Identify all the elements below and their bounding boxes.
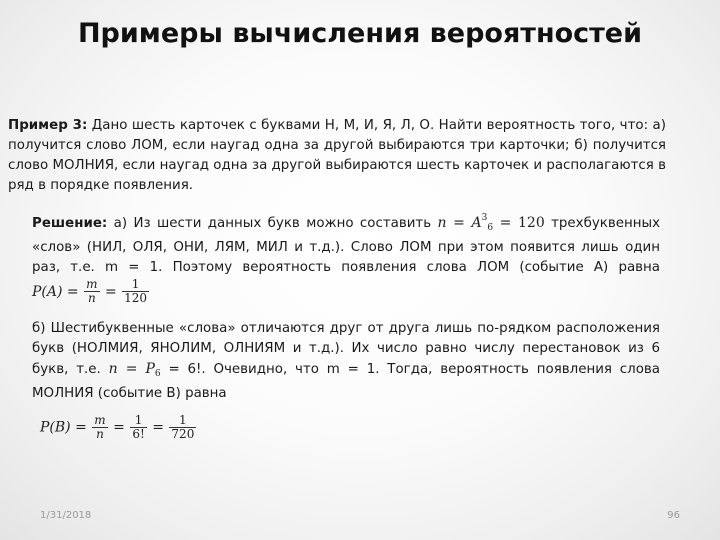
formula-arrangements: $n = A^3_6 = 120$	[437, 213, 545, 233]
page-number: 96	[667, 510, 680, 521]
solution-b-text-2: = 6!. Очевидно, что m = 1. Тогда, вероятность появления слова МОЛНИЯ (событие В) равна	[32, 362, 661, 401]
formula-permutations: $n = P_6$	[108, 361, 161, 379]
example-label: Пример 3:	[8, 118, 88, 133]
example-paragraph	[8, 116, 666, 196]
solution-a-text-2: трехбуквенных «слов» (НИЛ, ОЛЯ, ОНИ, ЛЯМ, МИЛ и т.д.). Слово ЛОМ при этом появится лишь один раз, т.е. m = 1. Поэтому вероятность появления слова ЛОМ (событие А) равна	[32, 216, 661, 275]
solution-b-text-1: б) Шестибуквенные «слова» отличаются друг от друга лишь по-рядком расположения букв (НОЛМИЯ, ЯНОЛИМ, ОЛНИЯМ и т.д.). Их число равно числу перестановок из 6 букв, т.е.	[32, 321, 660, 377]
example-text: Дано шесть карточек с буквами Н, М, И, Я, Л, О. Найти вероятность того, что: а) получится слово ЛОМ, если наугад одна за другой выбираются три карточки; б) получится слово МОЛНИЯ, если наугад одна за другой выбираются шесть карточек и располагаются в ряд в порядке появления.	[8, 118, 666, 193]
solution-label: Решение:	[32, 216, 108, 231]
solution-a-paragraph	[32, 208, 660, 305]
solution-a-text-1: а) Из шести данных букв можно составить	[107, 216, 438, 231]
footer-date: 1/31/2018	[40, 510, 92, 521]
formula-pa: P(A) = $\frac{m}{n}$ = $\frac{1}{120}$	[32, 277, 148, 305]
slide-title: Примеры вычисления вероятностей	[77, 18, 643, 49]
solution-b-paragraph	[32, 319, 660, 404]
formula-pb: P(B) = $\frac{m}{n}$ = $\frac{1}{6!}$ = $\frac{1}{720}$	[40, 413, 195, 441]
